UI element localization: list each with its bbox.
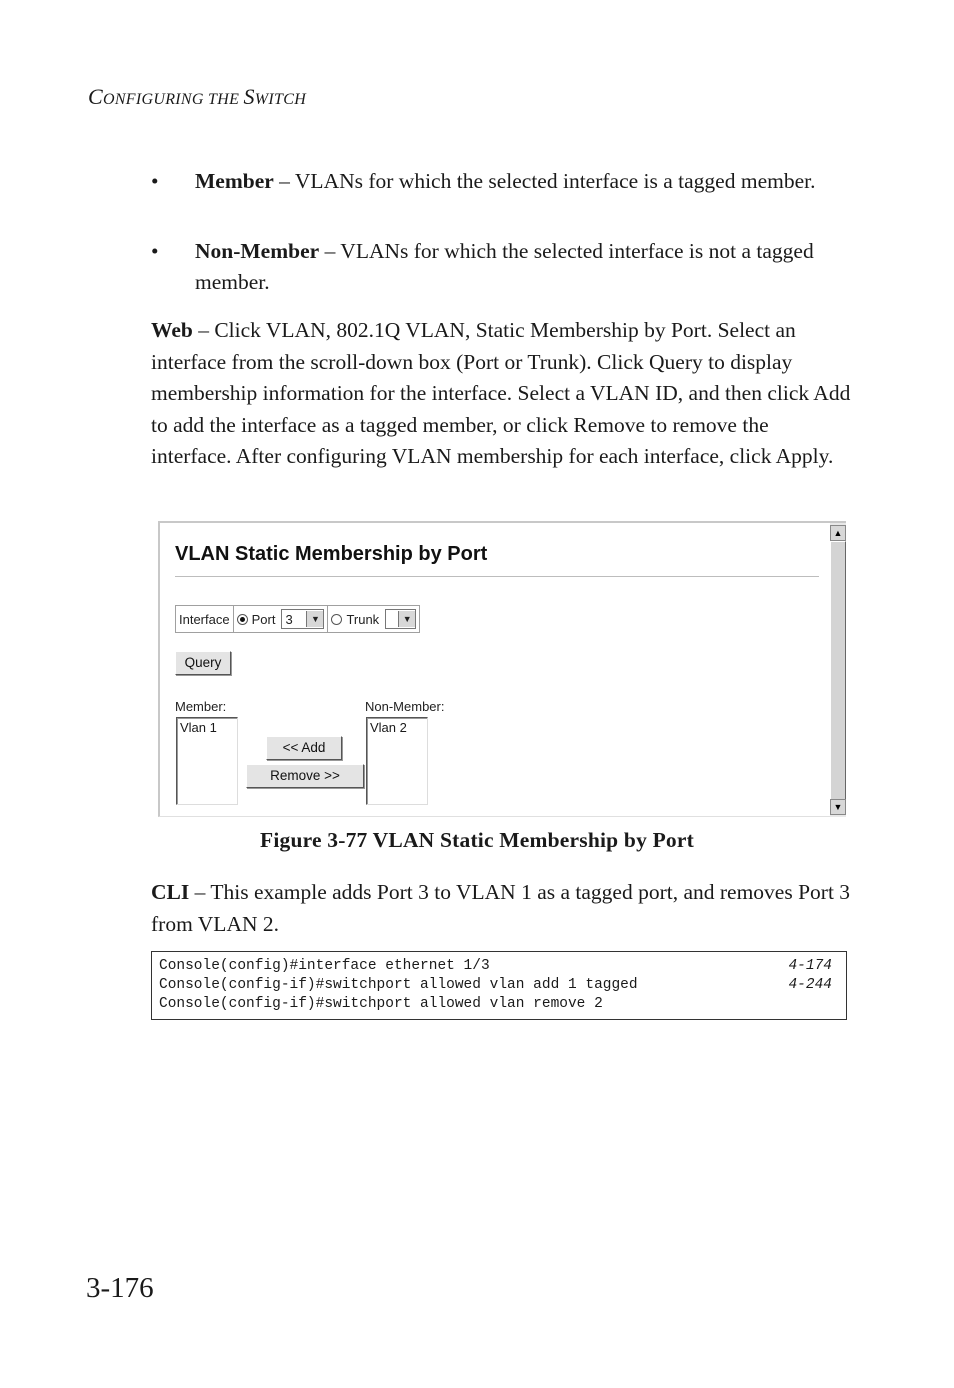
code-command: Console(config)#interface ethernet 1/3 [159,958,490,974]
chevron-down-icon[interactable]: ▼ [306,611,323,627]
port-select[interactable] [281,609,324,629]
port-select-value: 3 [285,611,293,627]
add-button[interactable]: << Add [266,736,342,760]
paragraph-term: Web [151,318,193,342]
port-label: Port [251,611,276,627]
trunk-option[interactable] [328,606,419,632]
paragraph-text: – This example adds Port 3 to VLAN 1 as a tagged port, and removes Port 3 from VLAN 2. [151,880,851,936]
code-reference [832,995,839,1014]
port-option[interactable] [234,606,329,632]
scroll-down-icon[interactable]: ▼ [830,799,846,815]
running-head-small: WITCH [254,91,307,108]
query-button[interactable]: Query [175,651,231,675]
code-reference: 4-174 [788,958,832,974]
screenshot-title: VLAN Static Membership by Port [175,543,488,565]
scroll-up-icon[interactable]: ▲ [830,525,846,541]
bullet-term: Non-Member [195,239,320,263]
running-head-cap: S [243,84,255,109]
code-line [159,957,839,976]
bullet-term: Member [195,169,274,193]
cli-paragraph [151,877,851,940]
interface-selector [175,605,420,633]
bullet-dot: • [151,239,159,263]
code-command: Console(config-if)#switchport allowed vlan add 1 tagged [159,977,638,993]
bullet-desc: – VLANs for which the selected interface is a tagged member. [273,169,816,193]
title-divider [175,576,819,578]
running-head-small: ONFIGURING THE [102,91,244,108]
paragraph-term: CLI [151,880,190,904]
figure-caption: Figure 3-77 VLAN Static Membership by Port [260,828,694,852]
screenshot-figure [158,521,846,817]
trunk-label: Trunk [346,611,380,627]
code-reference: 4-244 [788,977,832,993]
port-radio[interactable] [237,614,248,625]
web-paragraph [151,315,851,473]
remove-button[interactable]: Remove >> [246,764,364,788]
member-label: Member: [175,699,227,714]
code-block [151,951,847,1020]
scrollbar-thumb[interactable] [830,541,846,801]
running-head-cap: C [88,84,103,109]
member-listbox[interactable] [176,717,238,805]
non-member-listbox[interactable] [366,717,428,805]
bullet-desc: – VLANs for which the selected interface is not a tagged member. [195,239,814,294]
running-head [88,84,306,110]
page-number: 3-176 [86,1272,154,1304]
list-item[interactable]: Vlan 2 [370,720,407,735]
interface-label: Interface [176,606,234,632]
bullet-dot: • [151,169,159,193]
vertical-scrollbar[interactable] [830,523,846,817]
paragraph-text: – Click VLAN, 802.1Q VLAN, Static Membership by Port. Select an interface from the scroll-down box (Port or Trunk). Click Query to display membership information for the interface. Select a VLAN ID, and then click Add to add the interface as a tagged member, or click Remove to remove the interface. After configuring VLAN membership for each interface, click Apply. [151,318,851,468]
chevron-down-icon[interactable]: ▼ [398,611,415,627]
code-line [159,976,839,995]
non-member-label: Non-Member: [365,699,445,714]
bullet-text [195,236,835,298]
code-line [159,995,839,1014]
list-item[interactable]: Vlan 1 [180,720,217,735]
trunk-radio[interactable] [331,614,342,625]
trunk-select[interactable] [385,609,416,629]
bullet-text [195,166,835,197]
code-command: Console(config-if)#switchport allowed vlan remove 2 [159,996,603,1012]
